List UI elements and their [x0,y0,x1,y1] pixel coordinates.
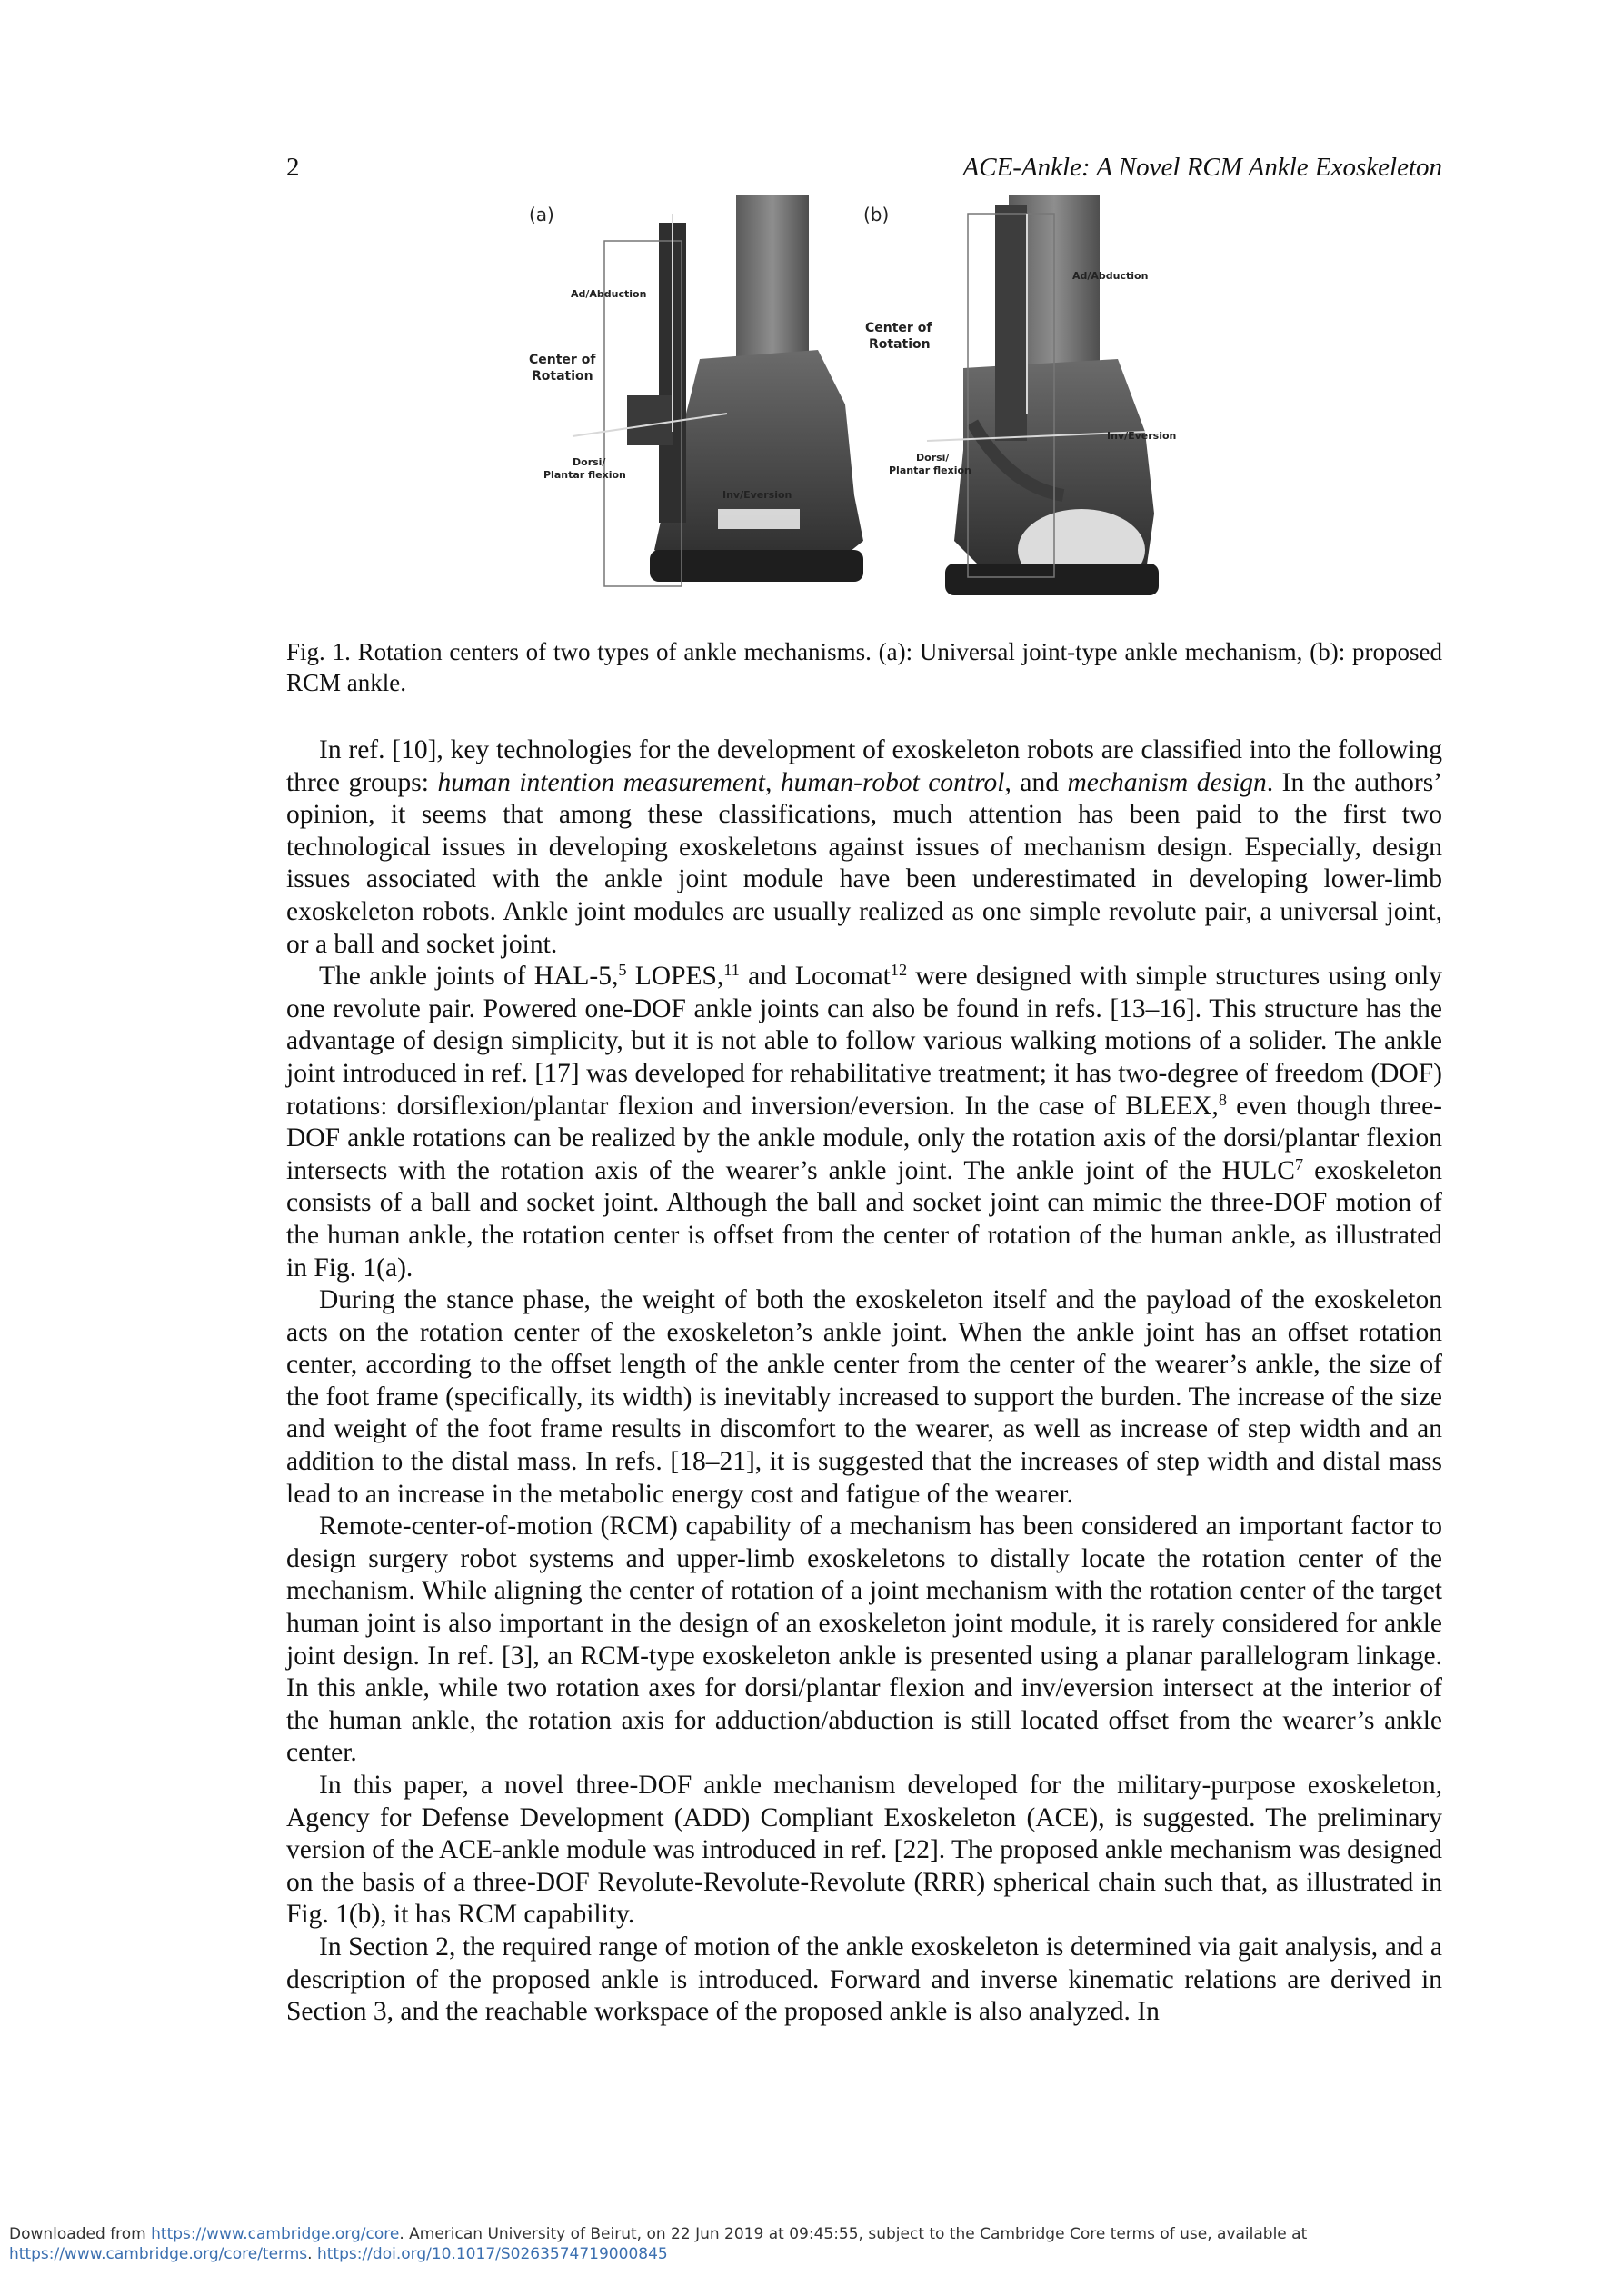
panel-a-leg [736,195,809,359]
panel-a-inv-eversion-label: Inv/Eversion [722,489,792,501]
citation-superscript: 8 [1218,1090,1227,1109]
emphasis: human intention measurement [437,767,765,797]
panel-b-sole [945,564,1159,595]
page-number: 2 [286,153,300,182]
text-run: , and [1004,767,1068,797]
panel-b-photo [863,195,1200,614]
figure-1 [518,195,1200,614]
text-run: In ref. [10], key technologies for the development of exoskeleton robots are classified into the following three groups: [286,735,1442,797]
text-run: even though three-DOF ankle rotations can be realized by the ankle module, only the rotation axis of the dorsi/plantar flexion intersects with the rotation axis of the wearer’s ankle joint. The ankle joint of the HULC [286,1091,1442,1185]
text-run: and Locomat [739,962,891,992]
paragraph-1 [286,734,1442,961]
text-run: . In the authors’ opinion, it seems that among these classifications, much attention has been paid to the first two technological issues in developing exoskeletons against issues of mechanism design. Especially, design issues associated with the ankle joint module have been underestimated in developing lower-limb exoskeleton robots. Ankle joint modules are usually realized as one simple revolute pair, a universal joint, or a ball and socket joint. [286,767,1443,959]
panel-a-center-label-1: Center of [529,353,596,367]
panel-a-center-label-2: Rotation [532,369,593,384]
panel-b-ad-abduction-label: Ad/Abduction [1072,270,1149,282]
paragraph-2 [286,961,1442,1284]
text-run: exoskeleton consists of a ball and socket joint. Although the ball and socket joint can mimic the three-DOF motion of the human ankle, the rotation center is offset from the center of rotation of the human ankle, as illustrated in Fig. 1(a). [286,1155,1442,1283]
panel-a-dorsi-label-1: Dorsi/ [573,456,606,468]
panel-b-center-label-1: Center of [865,321,932,335]
text-run: were designed with simple structures using only one revolute pair. Powered one-DOF ankle joints can also be found in refs. [13–16]. This structure has the advantage of design simplicity, but it is not able to follow various walking motions of a solider. The ankle joint introduced in ref. [17] was developed for rehabilitative treatment; it has two-degree of freedom (DOF) rotations: dorsiflexion/plantar flexion and inversion/eversion. In the case of BLEEX, [286,962,1442,1121]
footer-text: . [307,2245,317,2263]
panel-b-dorsi-label-1: Dorsi/ [916,452,950,464]
emphasis: human-robot control [780,767,1005,797]
terms-link[interactable]: https://www.cambridge.org/core/terms [9,2245,308,2263]
panel-b-inv-eversion-label: Inv/Eversion [1107,430,1177,442]
cambridge-core-link[interactable]: https://www.cambridge.org/core [151,2225,400,2243]
figure-1-photos [518,195,1200,614]
panel-a-ankle-joint [627,395,673,445]
paragraph-3: During the stance phase, the weight of both the exoskeleton itself and the payload of the exoskeleton acts on the rotation center of the exoskeleton’s ankle joint. When the ankle joint has an offset rotation center, according to the offset length of the ankle center from the center of the wearer’s ankle, the size of the foot frame (specifically, its width) is inevitably increased to support the burden. The increase of the size and weight of the foot frame results in discomfort to the wearer, as well as increase of step width and an addition to the distal mass. In refs. [18–21], it is suggested that the increases of step width and distal mass lead to an increase in the metabolic energy cost and fatigue of the wearer. [286,1285,1442,1509]
doi-link[interactable]: https://doi.org/10.1017/S0263574719000845 [316,2245,668,2263]
figure-caption: Fig. 1. Rotation centers of two types of ankle mechanisms. (a): Universal joint-type ankle mechanism, (b): proposed RCM ankle. [286,638,1442,696]
paragraph-4: Remote-center-of-motion (RCM) capability of a mechanism has been considered an important factor to design surgery robot systems and upper-limb exoskeletons to distally locate the rotation center of the mechanism. While aligning the center of rotation of a joint mechanism with the rotation center of the target human joint is also important in the design of an exoskeleton joint module, it is rarely considered for ankle joint design. In ref. [3], an RCM-type exoskeleton ankle is presented using a planar parallelogram linkage. In this ankle, while two rotation axes for dorsi/plantar flexion and inv/eversion intersect at the interior of the human ankle, the rotation axis for adduction/abduction is still located offset from the wearer’s ankle center. [286,1512,1442,1768]
text-run: The ankle joints of HAL-5, [319,962,619,992]
citation-superscript: 11 [723,961,740,980]
running-title: ACE-Ankle: A Novel RCM Ankle Exoskeleton [962,153,1442,182]
text-run: , [764,767,781,797]
paragraph-6: In Section 2, the required range of motion of the ankle exoskeleton is determined via gait analysis, and a description of the proposed ankle is introduced. Forward and inverse kinematic relations are derived in Section 3, and the reachable workspace of the proposed ankle is also analyzed. In [286,1932,1442,2027]
panel-a-photo [518,195,863,614]
panel-b-dorsi-label-2: Plantar flexion [889,464,971,476]
panel-a-ad-abduction-label: Ad/Abduction [571,288,647,300]
citation-superscript: 12 [890,961,908,980]
panel-b-center-label-2: Rotation [869,337,931,352]
panel-b-exo-frame [995,205,1027,441]
panel-a-label: (a) [529,204,554,225]
footer-text: . American University of Beirut, on 22 Jun 2019 at 09:45:55, subject to the Cambridge Core terms of use, available at [399,2225,1308,2243]
body-text [286,734,1442,2029]
download-footer [9,2224,1554,2264]
text-run: LOPES, [626,962,724,992]
citation-superscript: 7 [1294,1154,1304,1173]
panel-a-dorsi-label-2: Plantar flexion [543,469,626,481]
emphasis: mechanism design [1067,767,1267,797]
citation-superscript: 5 [618,961,627,980]
paragraph-5: In this paper, a novel three-DOF ankle mechanism developed for the military-purpose exoskeleton, Agency for Defense Development (ADD) Compliant Exoskeleton (ACE), is suggested. The preliminary version of the ACE-ankle module was introduced in ref. [22]. The proposed ankle mechanism was designed on the basis of a three-DOF Revolute-Revolute-Revolute (RRR) spherical chain such that, as illustrated in Fig. 1(b), it has RCM capability. [286,1771,1442,1930]
footer-text: Downloaded from [9,2225,152,2243]
panel-b-label: (b) [863,204,890,225]
